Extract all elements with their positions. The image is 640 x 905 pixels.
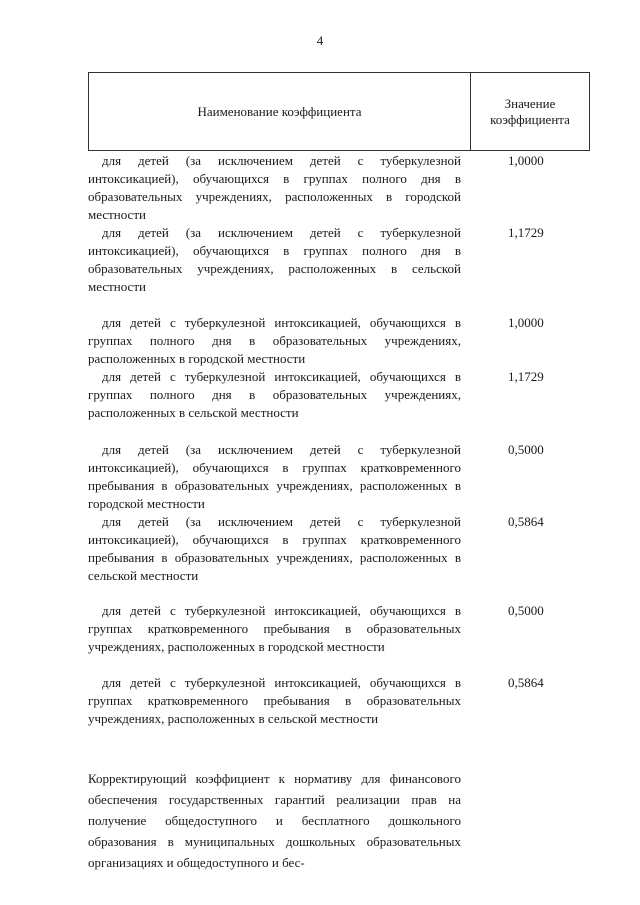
coefficient-description: для детей (за исключением детей с туберкулезной интоксикацией), обучающихся в группах кратковременного пребывания в образовательных учреждениях, расположенных в сельской местности <box>88 514 461 583</box>
coefficient-description: для детей (за исключением детей с туберкулезной интоксикацией), обучающихся в группах кратковременного пребывания в образовательных учреждениях, расположенных в городской местности <box>88 442 461 511</box>
coefficient-description: для детей с туберкулезной интоксикацией, обучающихся в группах полного дня в образовательных учреждениях, расположенных в городской местности <box>88 315 461 366</box>
table-header <box>88 72 590 151</box>
coefficient-value: 0,5000 <box>508 442 544 457</box>
column-header-name: Наименование коэффициента <box>197 103 362 119</box>
coefficient-description: для детей с туберкулезной интоксикацией, обучающихся в группах кратковременного пребывания в образовательных учреждениях, расположенных в городской местности <box>88 603 461 654</box>
coefficient-description: для детей с туберкулезной интоксикацией, обучающихся в группах кратковременного пребывания в образовательных учреждениях, расположенных в сельской местности <box>88 675 461 726</box>
column-header-value <box>471 73 589 150</box>
footer-paragraph: Корректирующий коэффициент к нормативу для финансового обеспечения государственных гарантий реализации прав на получение общедоступного и бесплатного дошкольного образования в муниципальных дошкольных образовательных организациях и общедоступного и бес- <box>88 771 461 870</box>
coefficient-description: для детей (за исключением детей с туберкулезной интоксикацией), обучающихся в группах полного дня в образовательных учреждениях, расположенных в сельской местности <box>88 225 461 294</box>
coefficient-value: 0,5864 <box>508 514 544 529</box>
coefficient-value: 1,0000 <box>508 315 544 330</box>
column-header-value-line1: Значение <box>504 95 556 111</box>
coefficient-value: 0,5864 <box>508 675 544 690</box>
coefficient-value: 1,0000 <box>508 153 544 168</box>
column-header-value-line2: коэффициента <box>490 111 570 127</box>
coefficient-value: 1,1729 <box>508 225 544 240</box>
coefficient-value: 0,5000 <box>508 603 544 618</box>
coefficient-value: 1,1729 <box>508 369 544 384</box>
coefficient-description: для детей (за исключением детей с туберкулезной интоксикацией), обучающихся в группах полного дня в образовательных учреждениях, расположенных в городской местности <box>88 153 461 222</box>
page-number: 4 <box>316 33 324 48</box>
coefficient-description: для детей с туберкулезной интоксикацией, обучающихся в группах полного дня в образовательных учреждениях, расположенных в сельской местности <box>88 369 461 420</box>
